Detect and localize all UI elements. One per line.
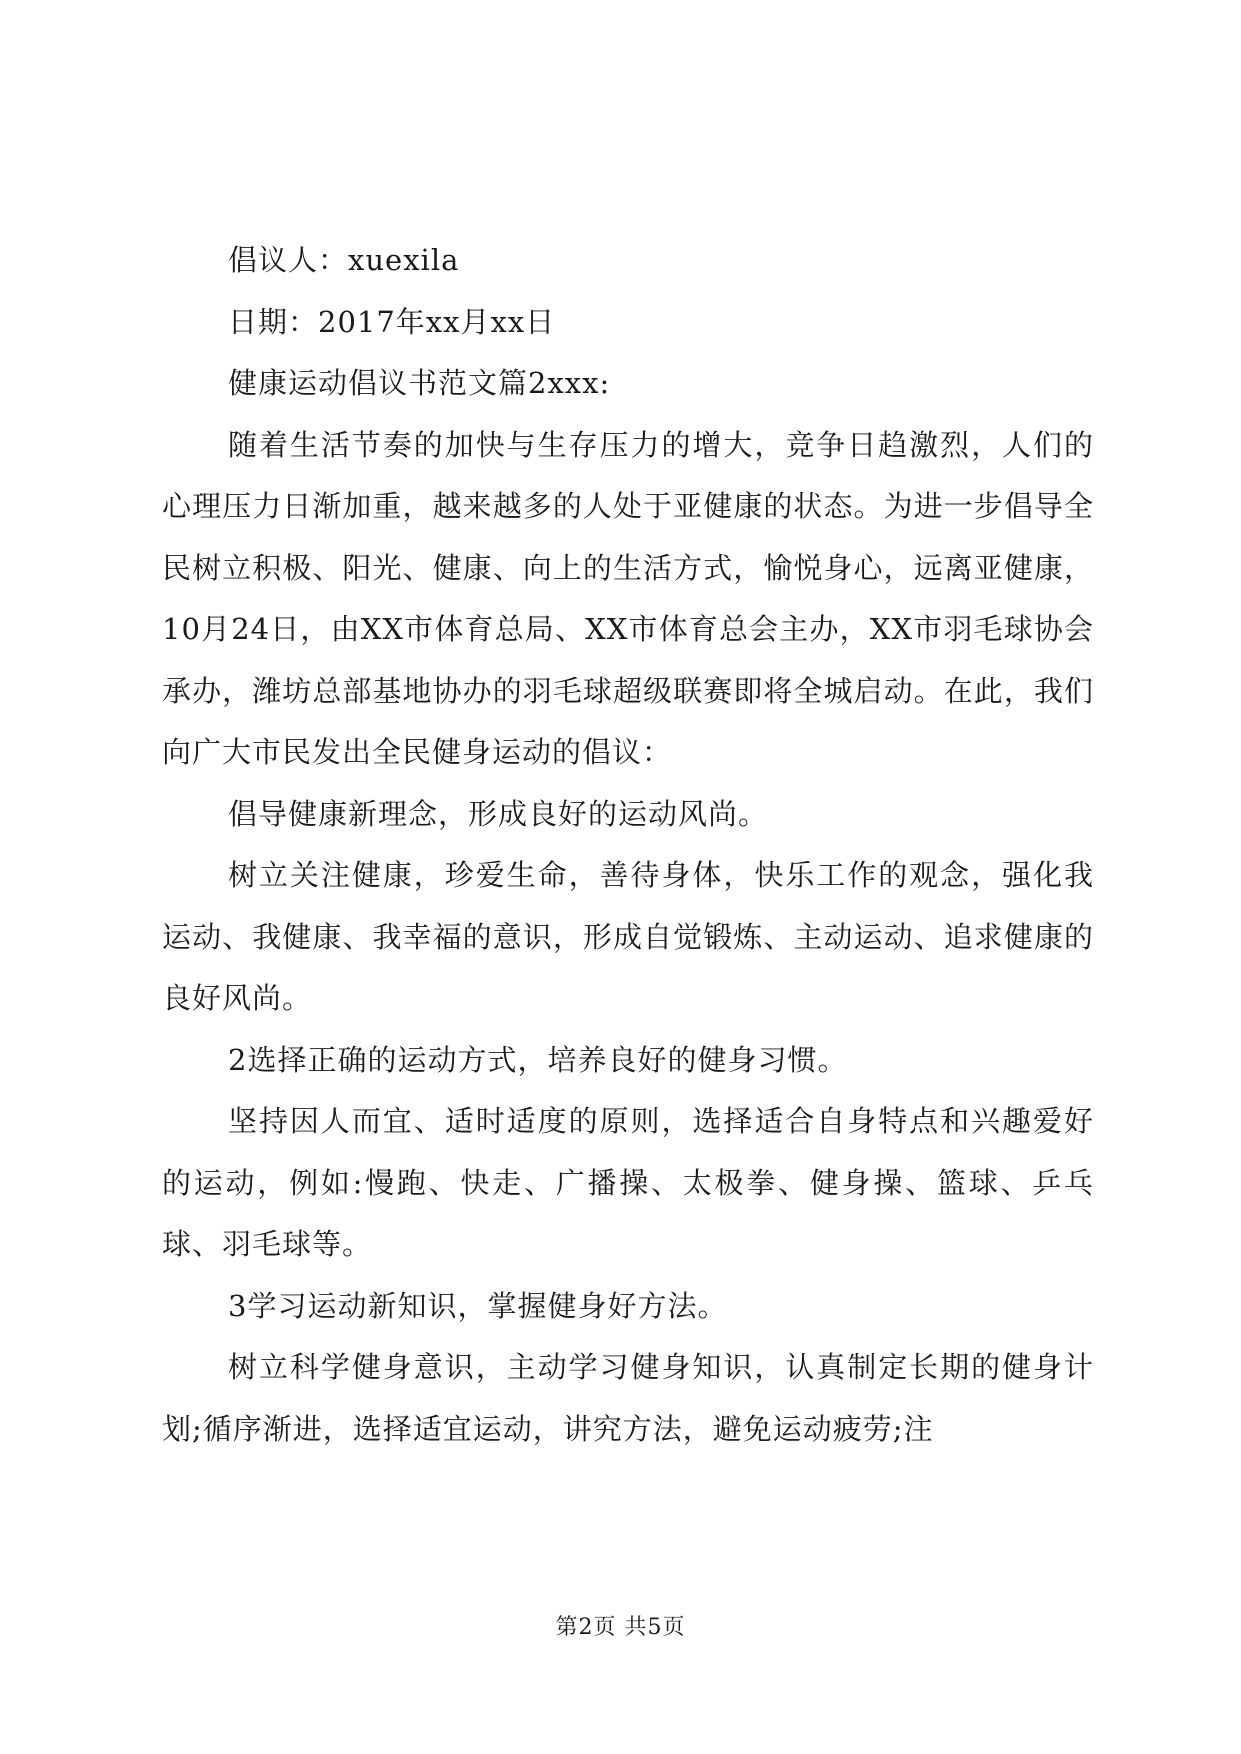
paragraph-date: 日期：2017年xx月xx日 (228, 304, 556, 339)
paragraph-point-2-body: 坚持因人而宜、适时适度的原则，选择适合自身特点和兴趣爱好的运动，例如:慢跑、快走、广播操、太极拳、健身操、篮球、乒乓球、羽毛球等。 (162, 1104, 1094, 1261)
paragraph-initiator: 倡议人：xuexila (228, 243, 460, 277)
paragraph-point-2: 2选择正确的运动方式，培养良好的健身习惯。 (228, 1042, 848, 1077)
document-body (162, 230, 1094, 1460)
paragraph-heading: 健康运动倡议书范文篇2xxx: (228, 366, 611, 400)
paragraph-point-1-body: 树立关注健康，珍爱生命，善待身体，快乐工作的观念，强化我运动、我健康、我幸福的意识，形成自觉锻炼、主动运动、追求健康的良好风尚。 (162, 858, 1094, 1015)
paragraph-point-3-body: 树立科学健身意识，主动学习健身知识，认真制定长期的健身计划;循序渐进，选择适宜运动，讲究方法，避免运动疲劳;注 (162, 1350, 1094, 1446)
paragraph-point-3: 3学习运动新知识，掌握健身好方法。 (228, 1288, 728, 1323)
page-number-footer: 第2页 共5页 (555, 1615, 686, 1640)
paragraph-point-1: 倡导健康新理念，形成良好的运动风尚。 (228, 796, 769, 831)
paragraph-intro: 随着生活节奏的加快与生存压力的增大，竞争日趋激烈，人们的心理压力日渐加重，越来越多的人处于亚健康的状态。为进一步倡导全民树立积极、阳光、健康、向上的生活方式，愉悦身心，远离亚健康，10月24日，由XX市体育总局、XX市体育总会主办，XX市羽毛球协会承办，潍坊总部基地协办的羽毛球超级联赛即将全城启动。在此，我们向广大市民发出全民健身运动的倡议： (162, 427, 1094, 769)
